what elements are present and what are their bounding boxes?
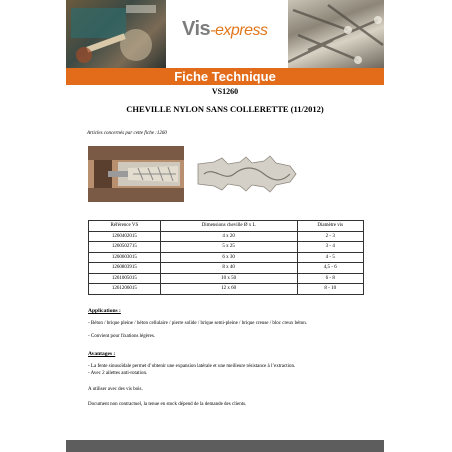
sheet-label: Fiche Technique <box>174 69 276 84</box>
table-cell: 5 x 25 <box>160 242 297 253</box>
applications-line-1: - Béton / brique pleine / béton cellulaire / pierre solide / brique semi-pleine / brique creuse / bloc creux béton. <box>88 321 307 326</box>
advantages-heading: Avantages : <box>88 351 116 357</box>
table-row <box>89 242 364 253</box>
applications-heading: Applications : <box>88 308 121 314</box>
table-cell: 1260402015 <box>89 231 161 242</box>
table-cell: 2 - 3 <box>297 231 364 242</box>
table-row <box>89 284 364 295</box>
product-title: CHEVILLE NYLON SANS COLLERETTE (11/2012) <box>126 104 324 114</box>
table-cell: 1260502715 <box>89 242 161 253</box>
table-cell: 1260603015 <box>89 252 161 263</box>
wall-plug-drawing <box>194 154 300 194</box>
workshop-photo <box>66 0 166 68</box>
table-cell: 4 - 5 <box>297 252 364 263</box>
table-row <box>89 273 364 284</box>
table-cell: 8 - 10 <box>297 284 364 295</box>
brand-logo: Vis-express <box>182 18 268 40</box>
footer-bar <box>66 440 384 452</box>
dimensions-table <box>88 220 364 295</box>
table-header-row <box>89 221 364 232</box>
table-cell: 8 x 40 <box>160 263 297 274</box>
advantages-line-1: - La fente sinusoïdale permet d’obtenir une expansion latérale et une meilleure résistance à l’extraction. <box>88 364 296 369</box>
screw-usage-note: A utiliser avec des vis bois. <box>88 387 143 392</box>
table-row <box>89 252 364 263</box>
technical-sheet-page <box>66 0 384 452</box>
table-cell: 10 x 50 <box>160 273 297 284</box>
table-header: Référence VS <box>89 221 161 232</box>
logo-area <box>166 0 288 68</box>
table-header: Dimensions cheville Ø x L <box>160 221 297 232</box>
table-header: Diamètre vis <box>297 221 364 232</box>
applications-line-2: - Convient pour fixations légères. <box>88 334 156 339</box>
advantages-line-2: - Avec 2 ailettes anti-rotation. <box>88 371 148 376</box>
header-banner <box>66 0 384 68</box>
table-cell: 3 - 4 <box>297 242 364 253</box>
table-cell: 6 - 8 <box>297 273 364 284</box>
table-cell: 4 x 20 <box>160 231 297 242</box>
concerned-articles: Articles concernés par cette fiche :1260 <box>87 131 167 136</box>
screws-photo <box>288 0 384 68</box>
table-cell: 1261206015 <box>89 284 161 295</box>
wall-plug-photo <box>88 146 184 202</box>
table-cell: 12 x 60 <box>160 284 297 295</box>
product-reference: VS1260 <box>211 87 239 96</box>
table-row <box>89 231 364 242</box>
disclaimer-note: Document non contractuel, la tenue en stock dépend de la demande des clients. <box>88 402 247 407</box>
sheet-title-bar <box>66 68 384 85</box>
table-cell: 4,5 - 6 <box>297 263 364 274</box>
table-cell: 1260803915 <box>89 263 161 274</box>
table-cell: 6 x 30 <box>160 252 297 263</box>
table-row <box>89 263 364 274</box>
table-cell: 1261005015 <box>89 273 161 284</box>
